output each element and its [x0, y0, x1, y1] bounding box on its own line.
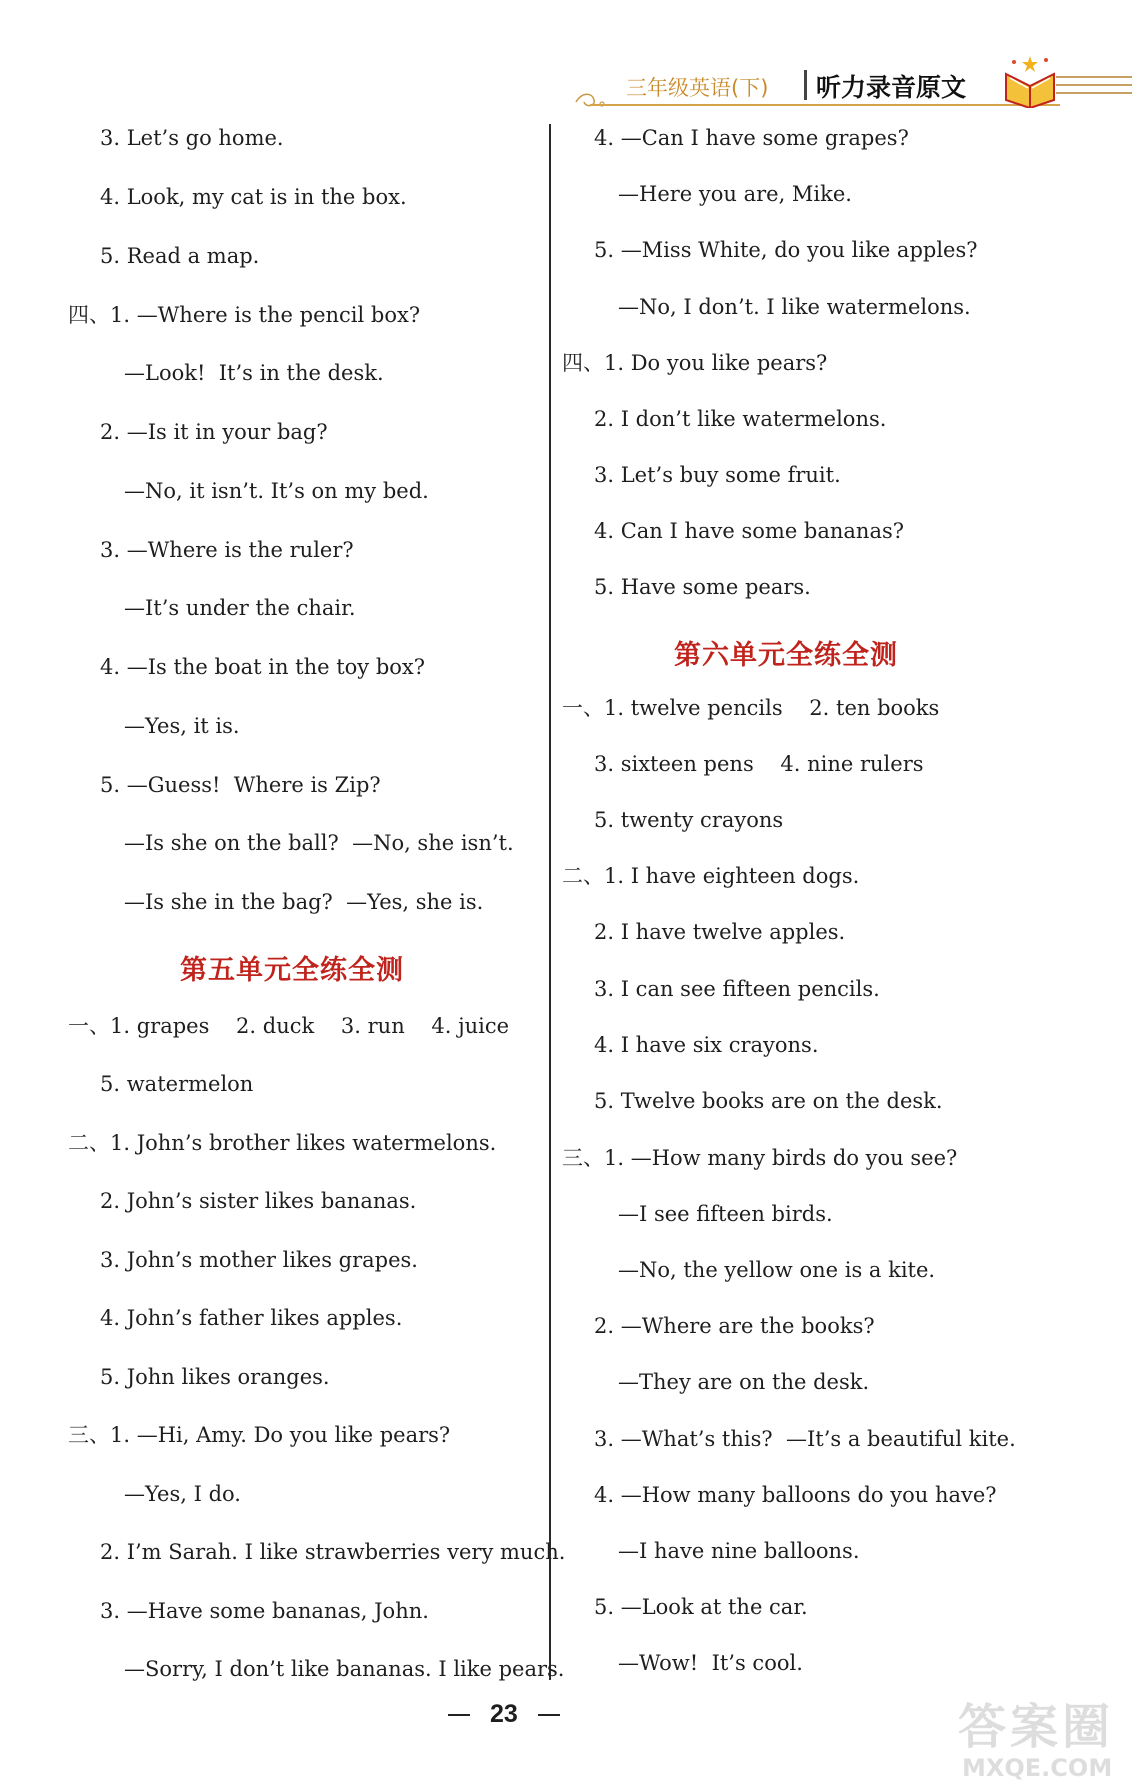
text-line: 二、1. John’s brother likes watermelons. — [68, 1131, 497, 1155]
text-line: 三、1. —Hi, Amy. Do you like pears? — [68, 1423, 451, 1447]
text-line: —Here you are, Mike. — [618, 182, 852, 206]
text-line: —They are on the desk. — [618, 1370, 870, 1394]
text-line: 5. John likes oranges. — [100, 1365, 330, 1389]
header-subject: 三年级英语(下) — [626, 76, 769, 100]
text-line: 4. —Is the boat in the toy box? — [100, 655, 426, 679]
text-line: 5. —Miss White, do you like apples? — [594, 238, 978, 262]
text-line: 四、1. Do you like pears? — [562, 351, 828, 375]
text-line: 2. John’s sister likes bananas. — [100, 1189, 417, 1213]
column-divider — [549, 124, 551, 1680]
text-line: —Yes, it is. — [124, 714, 240, 738]
text-line: —Is she in the bag? —Yes, she is. — [124, 890, 484, 914]
text-line: —No, I don’t. I like watermelons. — [618, 295, 971, 319]
section-heading-unit6: 第六单元全练全测 — [674, 640, 898, 671]
text-line: 3. Let’s go home. — [100, 126, 284, 150]
text-line: 一、1. twelve pencils 2. ten books — [562, 696, 940, 720]
text-line: 二、1. I have eighteen dogs. — [562, 864, 860, 888]
text-line: —Wow! It’s cool. — [618, 1651, 803, 1675]
text-line: 一、1. grapes 2. duck 3. run 4. juice — [68, 1014, 510, 1038]
text-line: —Look! It’s in the desk. — [124, 361, 384, 385]
watermark-logo — [958, 1688, 1130, 1786]
text-line: 5. Twelve books are on the desk. — [594, 1089, 943, 1113]
text-line: 4. Look, my cat is in the box. — [100, 185, 407, 209]
text-line: —I see fifteen birds. — [618, 1202, 833, 1226]
text-line: 3. sixteen pens 4. nine rulers — [594, 752, 924, 776]
text-line: —No, it isn’t. It’s on my bed. — [124, 479, 429, 503]
text-line: 三、1. —How many birds do you see? — [562, 1146, 958, 1170]
text-line: 四、1. —Where is the pencil box? — [68, 303, 421, 327]
text-line: 2. I don’t like watermelons. — [594, 407, 887, 431]
text-line: 3. Let’s buy some fruit. — [594, 463, 841, 487]
section-heading-unit5: 第五单元全练全测 — [180, 955, 404, 986]
decorative-swirl-icon — [572, 90, 632, 110]
page-number: 23 — [490, 1700, 518, 1728]
text-line: 2. I have twelve apples. — [594, 920, 846, 944]
text-line: —Sorry, I don’t like bananas. I like pears. — [124, 1657, 565, 1681]
text-line: 3. —Where is the ruler? — [100, 538, 354, 562]
text-line: —Is she on the ball? —No, she isn’t. — [124, 831, 514, 855]
text-line: 4. Can I have some bananas? — [594, 519, 905, 543]
header-divider — [804, 70, 807, 100]
text-line: 5. —Guess! Where is Zip? — [100, 773, 381, 797]
text-line: 3. I can see fifteen pencils. — [594, 977, 880, 1001]
watermark-text-cn: 答案圈 — [958, 1699, 1115, 1755]
header-underline — [590, 104, 1060, 106]
text-line: 3. John’s mother likes grapes. — [100, 1248, 418, 1272]
text-line: —Yes, I do. — [124, 1482, 241, 1506]
text-line: 5. Read a map. — [100, 244, 260, 268]
text-line: 4. I have six crayons. — [594, 1033, 819, 1057]
text-line: 3. —What’s this? —It’s a beautiful kite. — [594, 1427, 1016, 1451]
text-line: 2. —Where are the books? — [594, 1314, 875, 1338]
text-line: 3. —Have some bananas, John. — [100, 1599, 429, 1623]
text-line: 2. —Is it in your bag? — [100, 420, 328, 444]
open-book-icon — [1000, 52, 1060, 108]
text-line: —I have nine balloons. — [618, 1539, 860, 1563]
text-line: 5. watermelon — [100, 1072, 254, 1096]
text-line: 2. I’m Sarah. I like strawberries very much. — [100, 1540, 566, 1564]
text-line: 4. —Can I have some grapes? — [594, 126, 909, 150]
text-line: 4. —How many balloons do you have? — [594, 1483, 997, 1507]
text-line: 5. twenty crayons — [594, 808, 784, 832]
page-header — [560, 50, 1139, 112]
text-line: —No, the yellow one is a kite. — [618, 1258, 936, 1282]
text-line: 5. —Look at the car. — [594, 1595, 808, 1619]
text-line: —It’s under the chair. — [124, 596, 356, 620]
watermark-text-en: MXQE.COM — [962, 1754, 1113, 1782]
text-line: 5. Have some pears. — [594, 575, 811, 599]
header-lines-decoration — [1056, 76, 1132, 100]
text-line: 4. John’s father likes apples. — [100, 1306, 403, 1330]
header-title: 听力录音原文 — [816, 73, 967, 102]
